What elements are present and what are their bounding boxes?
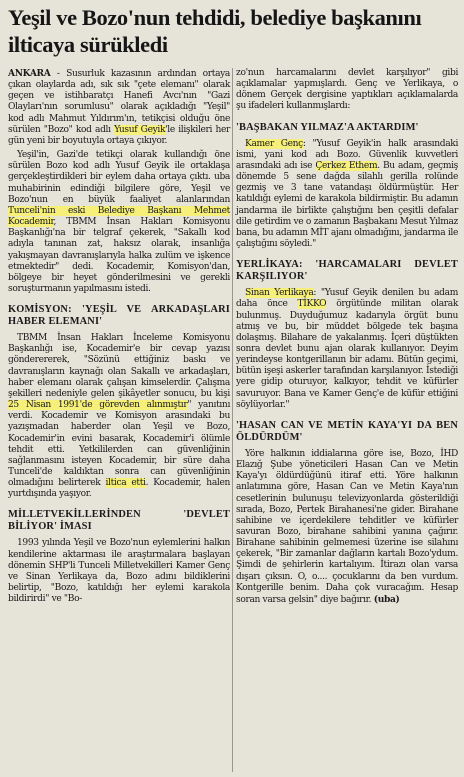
paragraph: 1993 yılında Yeşil ve Bozo'nun eylemlerini halkın kendilerine aktarması ile araştırmalara başlayan dönemin SHP'li Tunceli Milletvekilleri Kamer Genç ve Sinan Yerlikaya da, Bozo adını bildiklerini belirtip, "Bozo, katıldığı her eylemi karakola bildirirdi" ve "Bo- <box>8 538 230 605</box>
text-run: Yeşil'in, Gazi'de tetikçi olarak kullandığı öne sürülen Bozo kod adlı Yusuf Geyik ile ortaklaşa gerçekleştirdikleri bir eylem daha ortaya çıktı. uba muhabirinin edindiği bilgilere göre, Yeşil ve Bozo'nun en büyük faaliyet alanlarından <box>8 150 230 205</box>
highlighted-text: Kamer Genç <box>245 138 303 149</box>
subheading: YERLİKAYA: 'HARCAMALARI DEVLET KARŞILIYOR' <box>236 259 458 283</box>
subheading: KOMİSYON: 'YEŞİL VE ARKADAŞLARI HABER ELEMANI' <box>8 304 230 328</box>
byline: (uba) <box>373 593 400 605</box>
text-run: . Kocademir, halen yurtdışında yaşıyor. <box>8 478 230 500</box>
text-run: - Susurluk kazasının ardından ortaya çıkan olaylarda adı, sık sık "çete elemanı" olarak geçen ve istihbaratçı Hanefi Avcı'nın "Gazi Olayları'nın sorumlusu" olarak açıkladığı "Yeşil" kod adlı Mahmut Yıldırım'ın, tetikçisi olduğu öne sürülen "Bozo" kod adlı <box>8 69 230 135</box>
paragraph <box>8 68 230 147</box>
highlighted-text: Tunceli'nin eski Belediye Başkanı Mehmet Kocademir <box>8 205 230 228</box>
text-run: Yöre halkının iddialarına göre ise, Bozo, İHD Elazığ Şube yöneticileri Hasan Can ve Metin Kaya'yı öldürdüğünü itiraf etti. Yöre halkının anlatımına göre, Hasan Can ve Metin Kaya'nın cesetlerinin bulunuşu televizyonlarda gösterildiği sırada, Bozo, Pertek Birahanesi'ne gider. Birahane sahibine ve içerdekilere tehditler ve küfürler savuran Bozo, birahane sahibini yanına çağırır. Birahane sahibinin gelmemesi üzerine ise silahını çekerek, "Bir zamanlar dağların kartalı Bozo'ydum. Şimdi de şehirlerin kartalıyım. İtirazı olan varsa dışarı çıksın. O, o.... çocuklarını da ben vurdum. Kontgerille benim. Daha çok vuracağım. Hesap soran varsa gelsin" diye bağırır. <box>236 448 458 605</box>
text-run: : "Yusuf Geyik'in halk arasındaki ismi, yani kod adı Bozo. Güvenlik kuvvetleri arasındaki adı ise <box>236 138 459 171</box>
paragraph <box>8 333 230 500</box>
highlighted-text: TİKKO <box>297 299 327 310</box>
text-run: TBMM İnsan Hakları İnceleme Komisyonu Başkanlığı ise, Kocademir'e bir cevap yazısı gönderererek, "Sözünü ettiğiniz baskı ve davranışların kaynağı olan Sakallı ve arkadaşları, haber elemanı olarak çalışan kimselerdir. Çalışma şekilleri nedeniyle gelen şikâyetler sonucu, bu kişi <box>8 333 230 399</box>
paragraph: zo'nun harcamalarını devlet karşılıyor" gibi açıklamalar yapmışlardı. Genç ve Yerlikaya, o dönem Gerçek dergisine yaptıkları açıklamalarda şu ifadeleri kullanmışlardı: <box>236 68 458 112</box>
column-divider <box>232 68 233 772</box>
text-run: 'le ilişkileri her gün yeni bir boyutuyla ortaya çıkıyor. <box>8 124 231 146</box>
highlighted-text: Yusuf Geyik <box>114 124 166 135</box>
highlighted-text: iltica etti <box>105 478 146 489</box>
text-run: örgütünde militan olarak bulunmuş. Duyduğumuz kadarıyla örgüt bunu atmış ve bu, bir müddet bölgede tek başına dolaşmış. Bilahare de yakalanmış. İçeri düştükten sonra devlet bunu ajan olarak kullanıyor. Deyim yerindeyse kontgerillanın bir adamı. Bütün geçimi, bütün işeşi askerler tarafından karşılanıyor. İstediği yere gidip oturuyor, kalkıyor, tehdit ve küfürler savuruyor. Bana ve Kamer Genç'e de küfür ettiğini söylüyorlar." <box>236 299 459 410</box>
paragraph <box>8 150 230 295</box>
article-column-left <box>8 68 230 608</box>
paragraph <box>236 139 458 251</box>
article-column-right <box>236 68 458 609</box>
dateline: ANKARA <box>8 68 51 79</box>
text-run: . Bu adam, geçmiş dönemde 5 sene dağda silahlı gerilla rolünde gezmiş ve 3 tane vatandaşı öldürmüştür. Her katıldığı eylemi de karakola bildirmiştir. Bu adamın jandarma ile birlikte çalıştığını ben çeşitli defalar dile getirdim ve o zamanın Başbakanı Mesut Yılmaz bana, bu adamın MİT ajanı olmadığını, jandarma ile çalıştığını söyledi." <box>236 160 459 250</box>
text-run: : "Yusuf Geyik denilen bu adam daha önce <box>236 288 458 310</box>
headline: Yeşil ve Bozo'nun tehdidi, belediye başkanını ilticaya sürükledi <box>8 5 422 57</box>
paragraph <box>236 449 458 606</box>
highlighted-text: Çerkez Ethem <box>315 160 378 171</box>
text-run: " yanıtını verdi. Kocademir ve Komisyon arasındaki bu yazışmadan haberder olan Yeşil ve Bozo, Kocademir'in evini basarak, Kocademir'i ölümle tehdit etti. Yetkililerden can güvenliğinin sağlanmasını isteyen Kocademir, bir süre daha Tunceli'de kaldıktan sonra can güvenliğinin olmadığını belirterek <box>8 400 230 489</box>
highlighted-text: 25 Nisan 1991'de görevden alınmıştır <box>8 400 188 411</box>
subheading: 'HASAN CAN VE METİN KAYA'YI DA BEN ÖLDÜRDÜM' <box>236 419 458 443</box>
subheading: MİLLETVEKİLLERİNDEN 'DEVLET BİLİYOR' İMASI <box>8 509 230 533</box>
highlighted-text: Sinan Yerlikaya <box>245 288 314 299</box>
paragraph <box>236 288 458 411</box>
subheading: 'BAŞBAKAN YILMAZ'A AKTARDIM' <box>236 121 419 133</box>
text-run: , TBMM İnsan Hakları Komisyonu Başkanlığı'na bir telgraf çekerek, "Sakallı kod adıyla tanınan zat, haksız olarak, insanlığa yakışmayan davranışlarıyla halka zulüm ve işkence etmektedir" dedi. Kocademir, Komisyon'dan, bölgeye bir heyet gönderilmesini ve gerekli soruşturmanın yapılmasını istedi. <box>8 217 230 294</box>
